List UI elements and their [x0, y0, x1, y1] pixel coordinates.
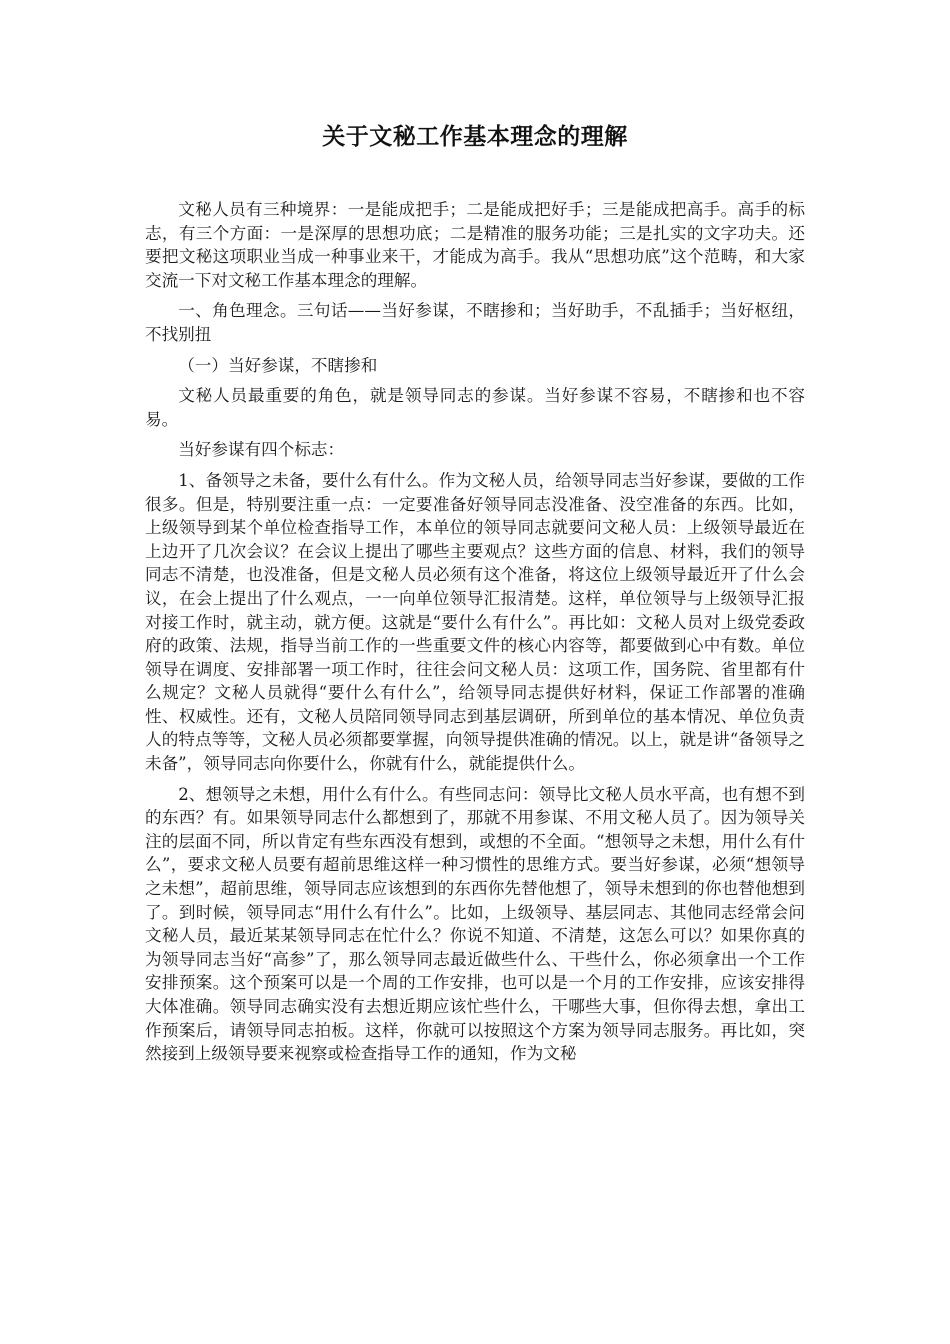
document-body	[145, 198, 805, 1073]
paragraph-section-heading: 一、角色理念。三句话——当好参谋，不瞎掺和；当好助手，不乱插手；当好枢纽，不找别扭	[145, 301, 805, 344]
paragraph-subsection-heading: （一）当好参谋，不瞎掺和	[178, 355, 378, 375]
paragraph-point-1: 1、备领导之未备，要什么有什么。作为文秘人员，给领导同志当好参谋，要做的工作很多。但是，特别要注重一点：一定要准备好领导同志没准备、没空准备的东西。比如，上级领导到某个单位检查指导工作，本单位的领导同志就要问文秘人员：上级领导最近在上边开了几次会议？在会议上提出了哪些主要观点？这些方面的信息、材料，我们的领导同志不清楚，也没准备，但是文秘人员必须有这个准备，将这位上级领导最近开了什么会议，在会上提出了什么观点，一一向单位领导汇报清楚。这样，单位领导与上级领导汇报对接工作时，就主动，就方便。这就是“要什么有什么”。再比如：文秘人员对上级党委政府的政策、法规，指导当前工作的一些重要文件的核心内容等，都要做到心中有数。单位领导在调度、安排部署一项工作时，往往会问文秘人员：这项工作，国务院、省里都有什么规定？文秘人员就得“要什么有什么”，给领导同志提供好材料，保证工作部署的准确性、权威性。还有，文秘人员陪同领导同志到基层调研，所到单位的基本情况、单位负责人的特点等等，文秘人员必须都要掌握，向领导提供准确的情况。以上，就是讲“备领导之未备”，领导同志向你要什么，你就有什么，就能提供什么。	[145, 470, 805, 774]
paragraph-role-description: 文秘人员最重要的角色，就是领导同志的参谋。当好参谋不容易，不瞎掺和也不容易。	[145, 386, 805, 429]
paragraph-intro: 文秘人员有三种境界：一是能成把手；二是能成把好手；三是能成把高手。高手的标志，有三个方面：一是深厚的思想功底；二是精准的服务功能；三是扎实的文字功夫。还要把文秘这项职业当成一种事业来干，才能成为高手。我从“思想功底”这个范畴，和大家交流一下对文秘工作基本理念的理解。	[145, 200, 805, 290]
paragraph-four-marks: 当好参谋有四个标志：	[178, 440, 345, 460]
document-title: 关于文秘工作基本理念的理解	[322, 123, 628, 150]
paragraph-point-2: 2、想领导之未想，用什么有什么。有些同志问：领导比文秘人员水平高，也有想不到的东西？有。如果领导同志什么都想到了，那就不用参谋、不用文秘人员了。因为领导关注的层面不同，所以肯定有些东西没有想到，或想的不全面。“想领导之未想，用什么有什么”，要求文秘人员要有超前思维这样一种习惯性的思维方式。要当好参谋，必须“想领导之未想”，超前思维，领导同志应该想到的东西你先替他想了，领导未想到的你也替他想到了。到时候，领导同志“用什么有什么”。比如，上级领导、基层同志、其他同志经常会问文秘人员，最近某某领导同志在忙什么？你说不知道、不清楚，这怎么可以？如果你真的为领导同志当好“高参”了，那么领导同志最近做些什么、干些什么，你必须拿出一个工作安排预案。这个预案可以是一个周的工作安排，也可以是一个月的工作安排，应该安排得大体准确。领导同志确实没有去想近期应该忙些什么，干哪些大事，但你得去想，拿出工作预案后，请领导同志拍板。这样，你就可以按照这个方案为领导同志服务。再比如，突然接到上级领导要来视察或检查指导工作的通知，作为文秘	[145, 784, 805, 1064]
